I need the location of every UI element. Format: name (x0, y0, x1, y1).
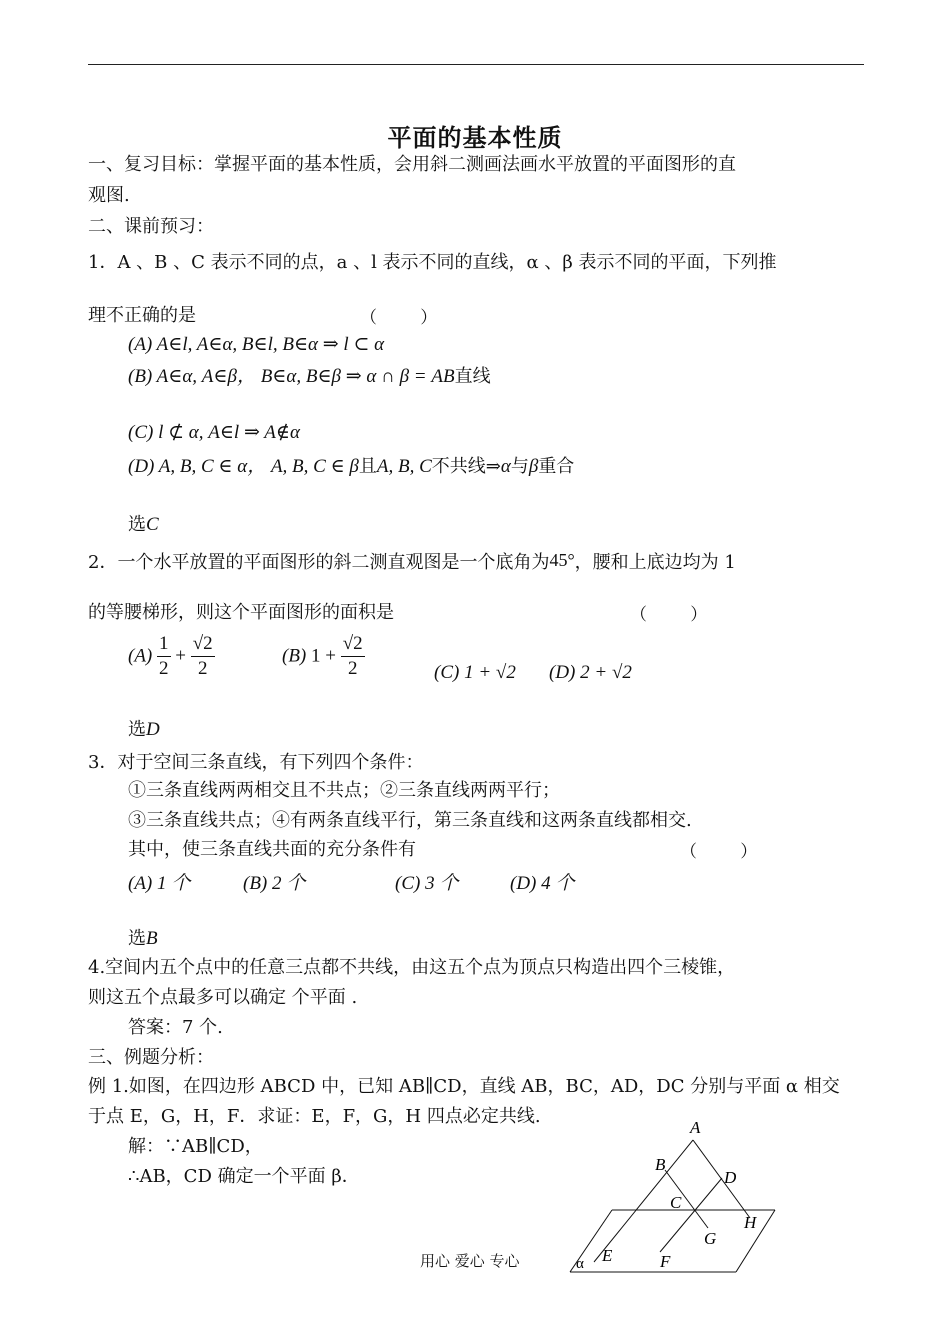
example1-line-2: 于点 E，G，H，F．求证：E，F，G，H 四点必定共线. (88, 1106, 541, 1127)
q2-option-a-frac2-den: 2 (197, 658, 208, 679)
q2-option-b-label: (B) (282, 645, 307, 667)
q2-option-a-plus: + (175, 645, 186, 667)
q1-option-b-math: (B) A∈α, A∈β， B∈α, B∈β ⇒ α ∩ β = AB (128, 366, 455, 387)
section-preview-heading: 二、课前预习： (88, 216, 214, 237)
q2-option-b-frac-num: √2 (341, 632, 365, 657)
q3-option-b: (B) 2 个 (243, 873, 306, 894)
q2-option-a-label: (A) (128, 645, 153, 667)
q2-stem-line-2: 的等腰梯形，则这个平面图形的面积是 (88, 602, 394, 623)
q1-answer-value: C (146, 514, 159, 535)
q4-stem-line-1: 4.空间内五个点中的任意三点都不共线，由这五个点为顶点只构造出四个三棱锥， (88, 957, 736, 978)
q1-option-d-math1: (D) A, B, C ∈ α， A, B, C ∈ β (128, 456, 359, 477)
q3-answer-label: 选 (128, 928, 146, 949)
q1-option-d-tail2: 重合 (538, 456, 575, 477)
q2-option-a-frac1-den: 2 (159, 658, 169, 679)
q4-stem-line-2: 则这五个点最多可以确定 个平面 . (88, 987, 358, 1008)
q1-option-d-alpha: α (500, 456, 511, 477)
page-title: 平面的基本性质 (387, 123, 563, 152)
q2-option-c: (C) 1 + √2 (434, 662, 516, 683)
q2-option-d: (D) 2 + √2 (549, 662, 632, 683)
q2-answer-blank: （ ） (630, 605, 708, 625)
q2-stem-tail: ，腰和上底边均为 1 (574, 552, 736, 573)
label-a: A (690, 1118, 701, 1137)
q3-condition-line-1: ①三条直线两两相交且不共点；②三条直线两两平行； (128, 780, 560, 801)
q3-option-a: (A) 1 个 (128, 873, 191, 894)
page-footer: 用心 爱心 专心 (420, 1252, 520, 1270)
example1-line-1: 例 1.如图，在四边形 ABCD 中，已知 AB∥CD，直线 AB，BC，AD，DC 分别与平面 α 相交 (88, 1076, 840, 1097)
q3-option-c: (C) 3 个 (395, 873, 459, 894)
q1-option-a: (A) A∈l, A∈α, B∈l, B∈α ⇒ l ⊂ α (128, 334, 385, 355)
q3-stem-line-1: 3．对于空间三条直线，有下列四个条件： (88, 752, 424, 773)
label-h: H (744, 1213, 757, 1232)
q1-option-d-math2: A, B, C (376, 456, 432, 477)
q1-option-c: (C) l ⊄ α, A∈l ⇒ A∉α (128, 422, 300, 443)
q3-answer-blank: （ ） (680, 842, 758, 862)
q2-option-b-pre: 1 + (311, 645, 336, 667)
q2-stem-text: 2．一个水平放置的平面图形的斜二测直观图是一个底角为 (88, 552, 550, 573)
label-b: B (655, 1155, 666, 1174)
q1-option-b-tail: 直线 (454, 366, 491, 387)
q2-option-a-frac1-num: 1 (157, 632, 171, 657)
q1-answer-blank: （ ） (360, 308, 438, 328)
label-c: C (670, 1193, 682, 1212)
example1-solution-line-2: ∴AB，CD 确定一个平面 β． (128, 1166, 360, 1187)
q1-option-d-qie: 且 (358, 456, 377, 477)
q1-answer-label: 选 (128, 514, 146, 535)
q2-option-b-frac-den: 2 (347, 658, 358, 679)
label-alpha: α (576, 1256, 584, 1272)
label-d: D (724, 1168, 737, 1187)
objective-line-2: 观图. (88, 185, 130, 206)
label-f: F (660, 1252, 671, 1271)
section-examples-heading: 三、例题分析： (88, 1047, 214, 1068)
q3-option-d: (D) 4 个 (510, 873, 575, 894)
q3-condition-line-2: ③三条直线共点；④有两条直线平行，第三条直线和这两条直线都相交. (128, 810, 692, 831)
q1-option-d-tail1: 不共线⇒ (431, 456, 501, 477)
example1-solution-line-1: 解：∵AB∥CD， (128, 1136, 263, 1157)
q1-stem-text: A 、B 、C 表示不同的点，a 、l 表示不同的直线，α 、β 表示不同的平面，下列推 (117, 252, 777, 273)
q2-answer-value: D (146, 719, 160, 740)
q1-stem-line-2: 理不正确的是 (88, 305, 196, 326)
q2-option-a-frac2-num: √2 (191, 632, 215, 657)
objective-line-1: 一、复习目标：掌握平面的基本性质，会用斜二测画法画水平放置的平面图形的直 (88, 154, 736, 175)
label-g: G (704, 1229, 717, 1248)
q1-option-d-yu: 与 (510, 456, 529, 477)
q4-answer: 答案：7 个. (128, 1017, 223, 1038)
q2-answer-label: 选 (128, 719, 146, 740)
q2-angle: 45° (549, 550, 575, 570)
q3-question-line: 其中，使三条直线共面的充分条件有 (128, 839, 416, 860)
q1-number: 1． (88, 252, 118, 273)
q3-answer-value: B (146, 928, 158, 949)
label-e: E (602, 1246, 613, 1265)
q1-option-d-beta: β (528, 456, 539, 477)
